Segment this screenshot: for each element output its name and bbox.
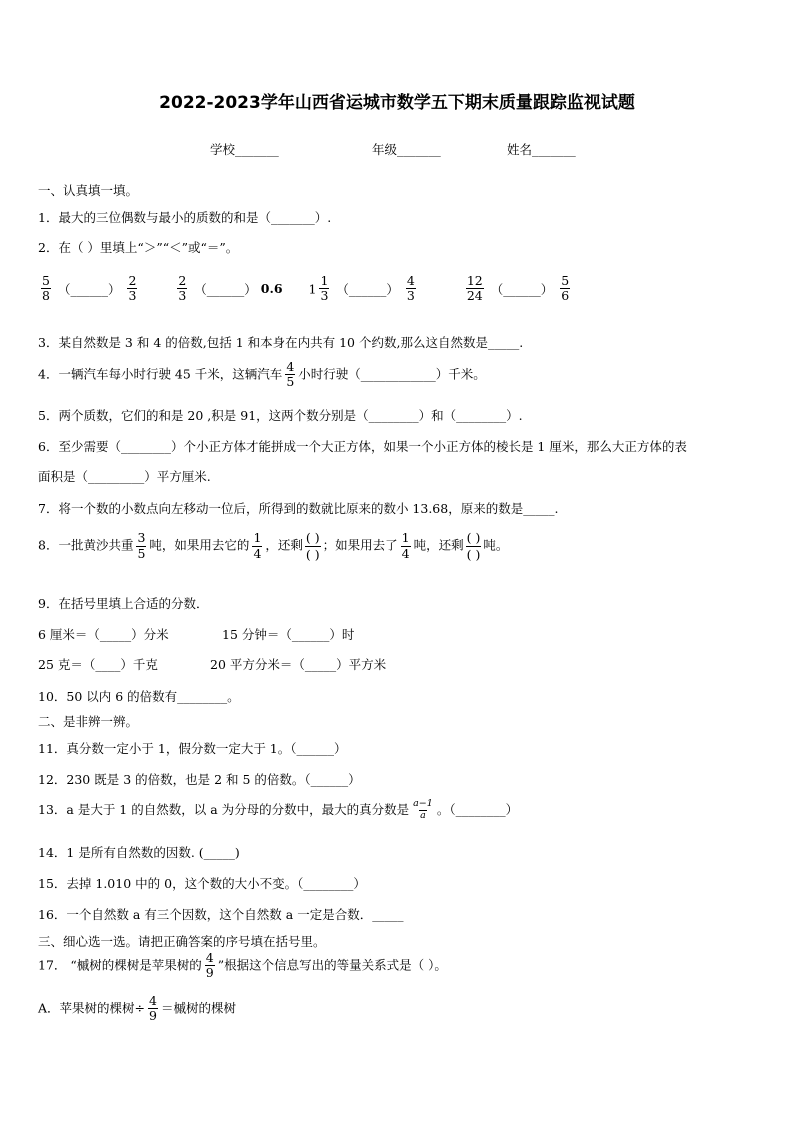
fraction: $\frac{1}{3}$ <box>320 273 329 304</box>
section-1-heading: 一、认真填一填。 <box>38 183 139 198</box>
question-17-text-end: ”根据这个信息写出的等量关系式是（ ）。 <box>217 957 447 973</box>
question-16: 16．一个自然数 a 有三个因数，这个自然数 a 一定是合数．_____ <box>38 907 404 922</box>
fraction: $\frac{2}{3}$ <box>128 273 137 304</box>
question-10: 10．50 以内 6 的倍数有________。 <box>38 689 240 704</box>
fraction: $\frac{5}{6}$ <box>561 273 570 304</box>
question-17-option-a <box>38 994 236 1024</box>
answer-blank: （______） <box>57 281 121 297</box>
question-2-comparisons <box>38 274 573 304</box>
question-8-text: 吨，还剩 <box>413 537 464 553</box>
question-8-text: ，还剩 <box>265 537 303 553</box>
fraction: $\frac{4}{9}$ <box>205 950 214 981</box>
question-4 <box>38 360 486 390</box>
fraction: $\frac{5}{8}$ <box>42 273 50 304</box>
question-12: 12．230 既是 3 的倍数，也是 2 和 5 的倍数。（______） <box>38 772 361 787</box>
section-2-heading: 二、是非辨一辨。 <box>38 714 139 729</box>
fraction: $\frac{4}{9}$ <box>149 993 157 1024</box>
question-17 <box>38 951 447 981</box>
option-a-text: A．苹果树的棵树÷ <box>38 1000 146 1016</box>
question-15: 15．去掉 1.010 中的 0，这个数的大小不变。（________） <box>38 876 366 891</box>
question-14: 14．1 是所有自然数的因数. (_____) <box>38 845 240 860</box>
answer-blank: （______） <box>336 281 399 297</box>
fraction: $\frac{2}{3}$ <box>178 273 187 304</box>
question-8-text: 吨，如果用去它的 <box>149 537 250 553</box>
answer-blank: （______） <box>490 281 554 297</box>
fraction: $\frac{3}{5}$ <box>137 530 146 561</box>
question-6-line-2: 面积是（_________）平方厘米. <box>38 469 211 484</box>
question-5: 5．两个质数，它们的和是 20 ,积是 91，这两个数分别是（________）和（________）. <box>38 408 523 423</box>
question-8 <box>38 530 508 562</box>
mixed-number-whole: 1 <box>308 281 317 297</box>
page-title: 2022-2023学年山西省运城市数学五下期末质量跟踪监视试题 <box>159 93 635 113</box>
question-8-text-end: 吨。 <box>483 537 509 553</box>
answer-fraction-blank: $\frac{( )}{( )}$ <box>305 530 320 562</box>
question-13-text-end: 。（________） <box>436 801 519 817</box>
fraction: $\frac{4}{5}$ <box>286 359 295 390</box>
question-8-text: 8．一批黄沙共重 <box>38 537 134 553</box>
question-1: 1．最大的三位偶数与最小的质数的和是（_______）. <box>38 210 332 225</box>
question-4-text-end: 小时行驶（____________）千米。 <box>298 366 486 382</box>
section-3-heading: 三、细心选一选。请把正确答案的序号填在括号里。 <box>38 934 326 949</box>
question-11: 11．真分数一定小于 1，假分数一定大于 1。（______） <box>38 741 347 756</box>
answer-fraction-blank: $\frac{( )}{( )}$ <box>466 530 481 562</box>
decimal-value: 0.6 <box>260 281 283 297</box>
fraction: $\frac{1}{4}$ <box>253 530 262 561</box>
question-2: 2．在（ ）里填上“＞”“＜”或“＝”。 <box>38 240 239 255</box>
fraction: $\frac{a-1}{a}$ <box>413 798 433 821</box>
fraction: $\frac{12}{24}$ <box>466 273 483 304</box>
question-6-line-1: 6．至少需要（________）个小正方体才能拼成一个大正方体，如果一个小正方体的棱长是 1 厘米，那么大正方体的表 <box>38 439 687 454</box>
question-9-item-b: 15 分钟＝（______）时 <box>222 627 355 642</box>
question-3: 3．某自然数是 3 和 4 的倍数,包括 1 和本身在内共有 10 个约数,那么这自然数是_____. <box>38 335 524 350</box>
question-9-item-a: 6 厘米＝（_____）分米 <box>38 627 169 642</box>
name-field: 姓名_______ <box>507 142 576 157</box>
fraction: $\frac{4}{3}$ <box>406 273 415 304</box>
question-4-text: 4．一辆汽车每小时行驶 45 千米，这辆汽车 <box>38 366 283 382</box>
grade-field: 年级_______ <box>372 142 441 157</box>
question-9-item-d: 20 平方分米＝（_____）平方米 <box>210 657 387 672</box>
school-field: 学校_______ <box>210 142 279 157</box>
question-17-text: 17． “槭树的棵树是苹果树的 <box>38 957 202 973</box>
question-9: 9．在括号里填上合适的分数． <box>38 596 209 611</box>
question-7: 7．将一个数的小数点向左移动一位后，所得到的数就比原来的数小 13.68，原来的数是_____. <box>38 501 559 516</box>
question-13 <box>38 799 518 822</box>
fraction: $\frac{1}{4}$ <box>401 530 410 561</box>
answer-blank: （______） <box>194 281 257 297</box>
question-13-text: 13．a 是大于 1 的自然数，以 a 为分母的分数中，最大的真分数是 <box>38 801 410 817</box>
question-9-item-c: 25 克＝（____）千克 <box>38 657 158 672</box>
option-a-text-end: ＝槭树的棵树 <box>160 1000 236 1016</box>
question-8-text: ；如果用去了 <box>322 537 398 553</box>
